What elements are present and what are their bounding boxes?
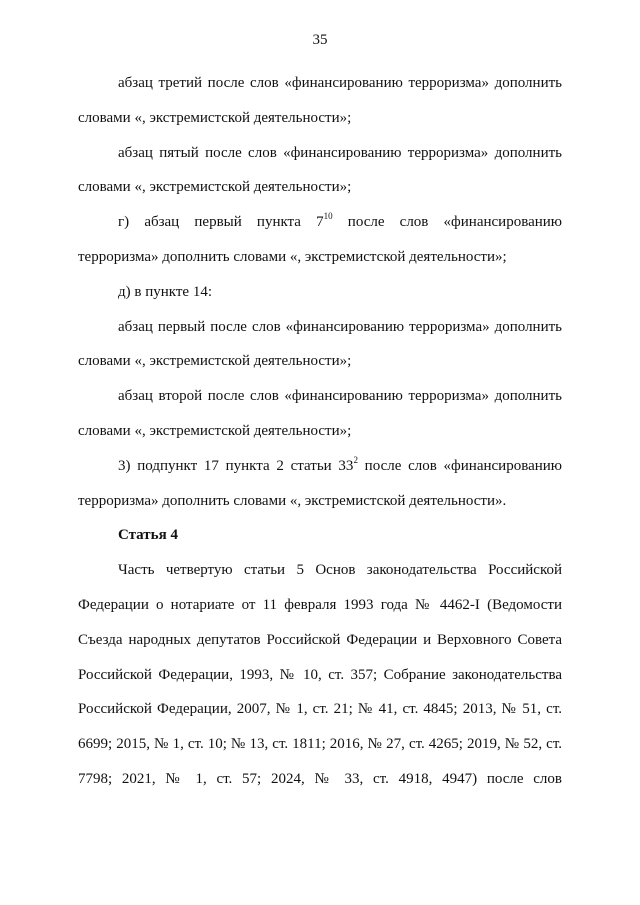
document-body: [78, 66, 562, 797]
paragraph-item-d: д) в пункте 14:: [118, 283, 212, 300]
paragraph-abzac-pyatyy: абзац пятый после слов «финансированию терроризма» дополнить словами «, экстремистской деятельности»;: [78, 144, 562, 196]
paragraph-item-g: [78, 205, 562, 275]
paragraph-item-g-before: г) абзац первый пункта 7: [118, 214, 324, 231]
paragraph-abzac-vtoroy: абзац второй после слов «финансированию терроризма» дополнить словами «, экстремистской деятельности»;: [78, 388, 562, 439]
superscript-10: 10: [323, 211, 333, 222]
paragraph-item-g-after: после слов «финансированию терроризма» дополнить словами «, экстремистской деятельности»;: [78, 214, 562, 265]
paragraph-item-3-before: 3) подпункт 17 пункта 2 статьи 33: [118, 457, 354, 474]
article-heading: Статья 4: [118, 527, 178, 544]
paragraph-abzac-tretiy: абзац третий после слов «финансированию терроризма» дополнить словами «, экстремистской деятельности»;: [78, 75, 562, 126]
paragraph-item-3: [78, 449, 562, 519]
article-text: Часть четвертую статьи 5 Основ законодательства Российской Федерации о нотариате от 11 февраля 1993 года № 4462-I (Ведомости Съезда народных депутатов Российской Федерации и Верховного Совета Российской Федерации, 1993, № 10, ст. 357; Собрание законодательства Российской Федерации, 2007, № 1, ст. 21; № 41, ст. 4845; 2013, № 51, ст. 6699; 2015, № 1, ст. 10; № 13, ст. 1811; 2016, № 27, ст. 4265; 2019, № 52, ст. 7798; 2021, № 1, ст. 57; 2024, № 33, ст. 4918, 4947) после слов: [78, 562, 562, 787]
paragraph-abzac-perviy: абзац первый после слов «финансированию терроризма» дополнить словами «, экстремистской деятельности»;: [78, 318, 562, 370]
page-number: 35: [312, 32, 328, 48]
superscript-2: 2: [353, 454, 358, 465]
paragraph-item-3-after: после слов «финансированию терроризма» дополнить словами «, экстремистской деятельности».: [78, 457, 562, 509]
